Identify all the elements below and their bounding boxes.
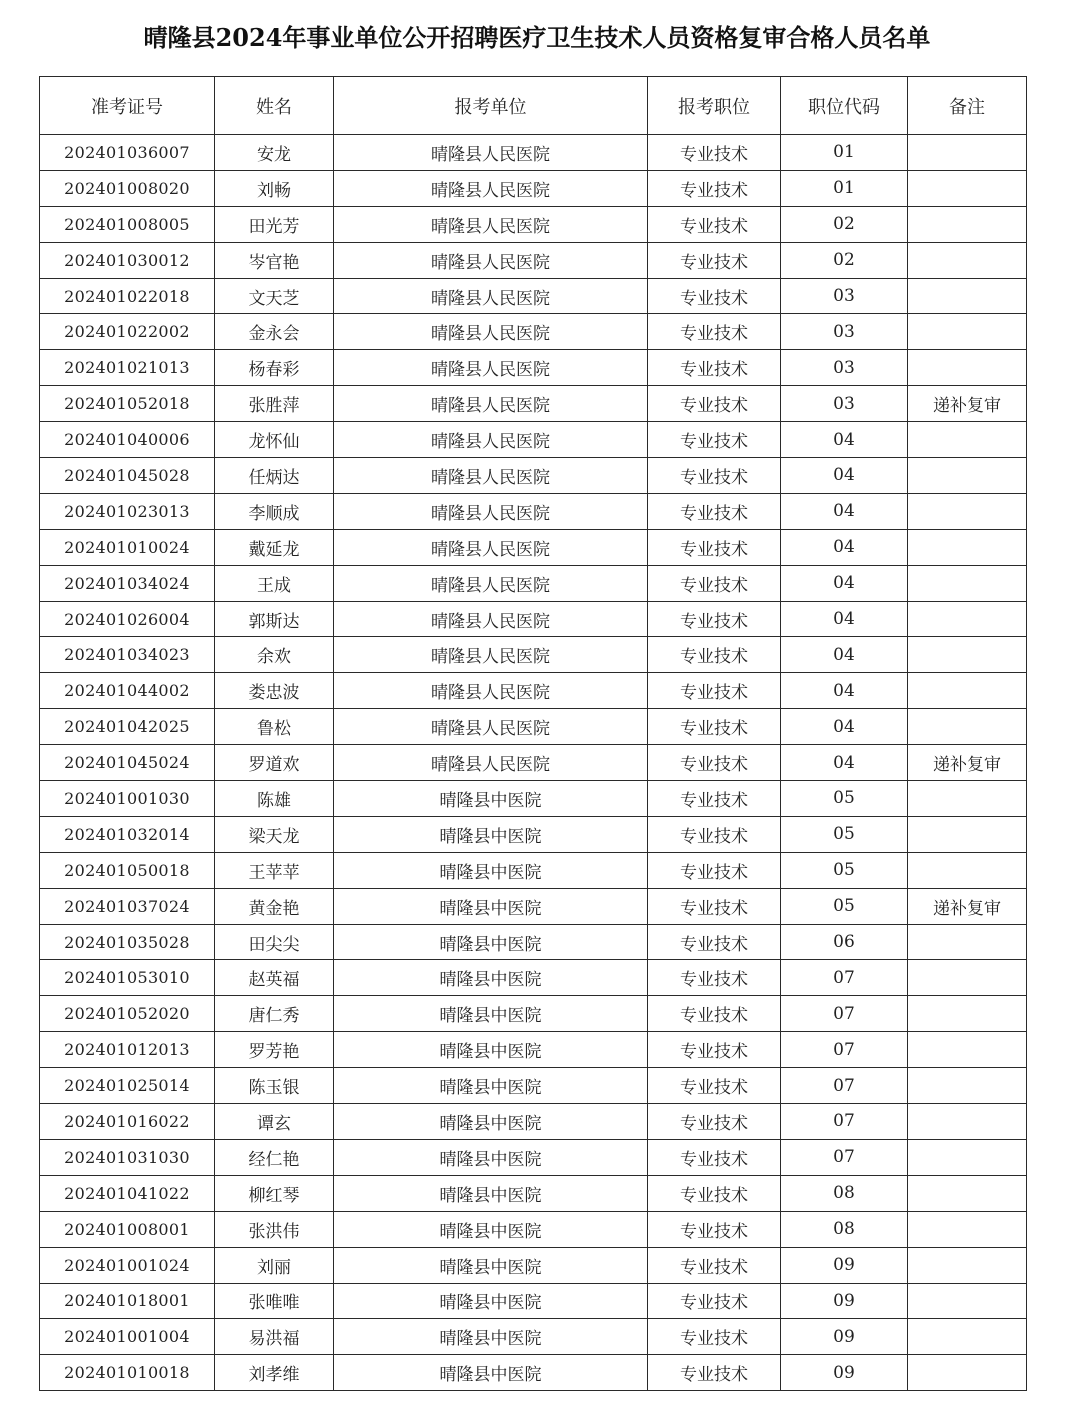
- remarks-cell: [908, 1319, 1027, 1355]
- employer-cell: 晴隆县中医院: [334, 1175, 648, 1211]
- position-cell: 专业技术: [648, 888, 781, 924]
- header-row: [40, 77, 1027, 135]
- name-cell: 余欢: [215, 637, 334, 673]
- remarks-cell: [908, 170, 1027, 206]
- name-cell: 刘孝维: [215, 1355, 334, 1391]
- position-code-cell: 07: [781, 1032, 908, 1068]
- table-row: [40, 781, 1027, 817]
- table-row: [40, 1211, 1027, 1247]
- remarks-cell: [908, 422, 1027, 458]
- exam-id-cell: 202401032014: [40, 816, 215, 852]
- position-cell: 专业技术: [648, 996, 781, 1032]
- table-row: [40, 529, 1027, 565]
- remarks-cell: [908, 135, 1027, 171]
- employer-cell: 晴隆县人民医院: [334, 709, 648, 745]
- remarks-cell: [908, 852, 1027, 888]
- name-cell: 娄忠波: [215, 673, 334, 709]
- page-title: 晴隆县2024年事业单位公开招聘医疗卫生技术人员资格复审合格人员名单: [143, 23, 931, 52]
- name-cell: 杨春彩: [215, 350, 334, 386]
- table-header: [40, 77, 1027, 135]
- position-cell: 专业技术: [648, 565, 781, 601]
- table-row: [40, 852, 1027, 888]
- remarks-cell: [908, 529, 1027, 565]
- exam-id-cell: 202401045028: [40, 458, 215, 494]
- name-cell: 黄金艳: [215, 888, 334, 924]
- employer-cell: 晴隆县中医院: [334, 781, 648, 817]
- table-row: [40, 709, 1027, 745]
- header-exam-id: 准考证号: [40, 77, 215, 135]
- exam-id-cell: 202401018001: [40, 1283, 215, 1319]
- remarks-cell: [908, 1068, 1027, 1104]
- exam-id-cell: 202401001004: [40, 1319, 215, 1355]
- remarks-cell: [908, 565, 1027, 601]
- table-row: [40, 386, 1027, 422]
- table-row: [40, 422, 1027, 458]
- employer-cell: 晴隆县人民医院: [334, 601, 648, 637]
- exam-id-cell: 202401034023: [40, 637, 215, 673]
- employer-cell: 晴隆县中医院: [334, 852, 648, 888]
- name-cell: 罗道欢: [215, 745, 334, 781]
- employer-cell: 晴隆县中医院: [334, 1283, 648, 1319]
- candidate-table: [39, 76, 1027, 1391]
- position-cell: 专业技术: [648, 386, 781, 422]
- table-row: [40, 1355, 1027, 1391]
- exam-id-cell: 202401022002: [40, 314, 215, 350]
- position-code-cell: 09: [781, 1355, 908, 1391]
- position-code-cell: 05: [781, 852, 908, 888]
- position-code-cell: 06: [781, 924, 908, 960]
- exam-id-cell: 202401042025: [40, 709, 215, 745]
- remarks-cell: [908, 206, 1027, 242]
- exam-id-cell: 202401040006: [40, 422, 215, 458]
- position-code-cell: 05: [781, 781, 908, 817]
- name-cell: 田尖尖: [215, 924, 334, 960]
- exam-id-cell: 202401008001: [40, 1211, 215, 1247]
- position-cell: 专业技术: [648, 493, 781, 529]
- header-name: 姓名: [215, 77, 334, 135]
- table-row: [40, 135, 1027, 171]
- header-position: 报考职位: [648, 77, 781, 135]
- employer-cell: 晴隆县中医院: [334, 1211, 648, 1247]
- name-cell: 龙怀仙: [215, 422, 334, 458]
- position-code-cell: 07: [781, 960, 908, 996]
- employer-cell: 晴隆县中医院: [334, 888, 648, 924]
- employer-cell: 晴隆县人民医院: [334, 458, 648, 494]
- remarks-cell: [908, 960, 1027, 996]
- exam-id-cell: 202401053010: [40, 960, 215, 996]
- remarks-cell: [908, 996, 1027, 1032]
- table-row: [40, 1319, 1027, 1355]
- position-cell: 专业技术: [648, 1032, 781, 1068]
- exam-id-cell: 202401023013: [40, 493, 215, 529]
- exam-id-cell: 202401021013: [40, 350, 215, 386]
- position-cell: 专业技术: [648, 745, 781, 781]
- table-row: [40, 1283, 1027, 1319]
- position-code-cell: 05: [781, 888, 908, 924]
- position-code-cell: 04: [781, 493, 908, 529]
- exam-id-cell: 202401016022: [40, 1104, 215, 1140]
- position-cell: 专业技术: [648, 1175, 781, 1211]
- table-row: [40, 601, 1027, 637]
- exam-id-cell: 202401010018: [40, 1355, 215, 1391]
- name-cell: 陈雄: [215, 781, 334, 817]
- name-cell: 安龙: [215, 135, 334, 171]
- exam-id-cell: 202401036007: [40, 135, 215, 171]
- position-cell: 专业技术: [648, 350, 781, 386]
- position-code-cell: 02: [781, 206, 908, 242]
- header-employer: 报考单位: [334, 77, 648, 135]
- exam-id-cell: 202401012013: [40, 1032, 215, 1068]
- position-cell: 专业技术: [648, 637, 781, 673]
- name-cell: 易洪福: [215, 1319, 334, 1355]
- table-row: [40, 1175, 1027, 1211]
- exam-id-cell: 202401008005: [40, 206, 215, 242]
- name-cell: 张洪伟: [215, 1211, 334, 1247]
- position-code-cell: 09: [781, 1319, 908, 1355]
- position-code-cell: 04: [781, 601, 908, 637]
- exam-id-cell: 202401008020: [40, 170, 215, 206]
- position-code-cell: 07: [781, 996, 908, 1032]
- table-row: [40, 493, 1027, 529]
- employer-cell: 晴隆县中医院: [334, 1319, 648, 1355]
- position-code-cell: 07: [781, 1139, 908, 1175]
- remarks-cell: [908, 1032, 1027, 1068]
- remarks-cell: [908, 1355, 1027, 1391]
- exam-id-cell: 202401052018: [40, 386, 215, 422]
- name-cell: 岑官艳: [215, 242, 334, 278]
- position-cell: 专业技术: [648, 852, 781, 888]
- employer-cell: 晴隆县人民医院: [334, 278, 648, 314]
- employer-cell: 晴隆县人民医院: [334, 386, 648, 422]
- name-cell: 赵英福: [215, 960, 334, 996]
- position-cell: 专业技术: [648, 314, 781, 350]
- remarks-cell: [908, 709, 1027, 745]
- name-cell: 刘畅: [215, 170, 334, 206]
- table-row: [40, 1104, 1027, 1140]
- position-cell: 专业技术: [648, 1068, 781, 1104]
- name-cell: 田光芳: [215, 206, 334, 242]
- position-code-cell: 03: [781, 350, 908, 386]
- name-cell: 刘丽: [215, 1247, 334, 1283]
- table-row: [40, 888, 1027, 924]
- name-cell: 戴延龙: [215, 529, 334, 565]
- employer-cell: 晴隆县人民医院: [334, 422, 648, 458]
- remarks-cell: [908, 458, 1027, 494]
- position-cell: 专业技术: [648, 135, 781, 171]
- employer-cell: 晴隆县中医院: [334, 996, 648, 1032]
- table-row: [40, 637, 1027, 673]
- name-cell: 张唯唯: [215, 1283, 334, 1319]
- position-cell: 专业技术: [648, 1139, 781, 1175]
- position-code-cell: 09: [781, 1283, 908, 1319]
- remarks-cell: [908, 1139, 1027, 1175]
- position-cell: 专业技术: [648, 458, 781, 494]
- name-cell: 任炳达: [215, 458, 334, 494]
- name-cell: 陈玉银: [215, 1068, 334, 1104]
- table-row: [40, 1032, 1027, 1068]
- name-cell: 柳红琴: [215, 1175, 334, 1211]
- remarks-cell: [908, 924, 1027, 960]
- table-row: [40, 960, 1027, 996]
- position-cell: 专业技术: [648, 1247, 781, 1283]
- position-cell: 专业技术: [648, 1355, 781, 1391]
- position-cell: 专业技术: [648, 816, 781, 852]
- table-row: [40, 1139, 1027, 1175]
- position-cell: 专业技术: [648, 170, 781, 206]
- employer-cell: 晴隆县人民医院: [334, 242, 648, 278]
- position-code-cell: 04: [781, 637, 908, 673]
- header-remarks: 备注: [908, 77, 1027, 135]
- position-cell: 专业技术: [648, 960, 781, 996]
- table-row: [40, 206, 1027, 242]
- position-cell: 专业技术: [648, 673, 781, 709]
- remarks-cell: [908, 350, 1027, 386]
- employer-cell: 晴隆县中医院: [334, 960, 648, 996]
- employer-cell: 晴隆县人民医院: [334, 745, 648, 781]
- remarks-cell: [908, 314, 1027, 350]
- remarks-cell: [908, 242, 1027, 278]
- position-code-cell: 01: [781, 135, 908, 171]
- employer-cell: 晴隆县中医院: [334, 1355, 648, 1391]
- position-code-cell: 07: [781, 1104, 908, 1140]
- position-code-cell: 09: [781, 1247, 908, 1283]
- employer-cell: 晴隆县人民医院: [334, 637, 648, 673]
- position-code-cell: 07: [781, 1068, 908, 1104]
- table-row: [40, 278, 1027, 314]
- position-cell: 专业技术: [648, 1283, 781, 1319]
- position-code-cell: 03: [781, 386, 908, 422]
- name-cell: 谭玄: [215, 1104, 334, 1140]
- position-cell: 专业技术: [648, 1211, 781, 1247]
- remarks-cell: [908, 816, 1027, 852]
- employer-cell: 晴隆县人民医院: [334, 135, 648, 171]
- remarks-cell: [908, 781, 1027, 817]
- exam-id-cell: 202401030012: [40, 242, 215, 278]
- name-cell: 王苹苹: [215, 852, 334, 888]
- exam-id-cell: 202401026004: [40, 601, 215, 637]
- position-cell: 专业技术: [648, 1104, 781, 1140]
- employer-cell: 晴隆县人民医院: [334, 206, 648, 242]
- position-code-cell: 04: [781, 565, 908, 601]
- position-code-cell: 08: [781, 1175, 908, 1211]
- name-cell: 金永会: [215, 314, 334, 350]
- remarks-cell: [908, 601, 1027, 637]
- position-cell: 专业技术: [648, 709, 781, 745]
- name-cell: 王成: [215, 565, 334, 601]
- name-cell: 郭斯达: [215, 601, 334, 637]
- table-row: [40, 314, 1027, 350]
- remarks-cell: [908, 673, 1027, 709]
- employer-cell: 晴隆县中医院: [334, 1068, 648, 1104]
- employer-cell: 晴隆县人民医院: [334, 350, 648, 386]
- table-row: [40, 673, 1027, 709]
- exam-id-cell: 202401034024: [40, 565, 215, 601]
- employer-cell: 晴隆县人民医院: [334, 493, 648, 529]
- table-row: [40, 996, 1027, 1032]
- position-cell: 专业技术: [648, 601, 781, 637]
- name-cell: 鲁松: [215, 709, 334, 745]
- exam-id-cell: 202401052020: [40, 996, 215, 1032]
- position-cell: 专业技术: [648, 278, 781, 314]
- remarks-cell: 递补复审: [908, 386, 1027, 422]
- employer-cell: 晴隆县中医院: [334, 1247, 648, 1283]
- remarks-cell: [908, 493, 1027, 529]
- name-cell: 李顺成: [215, 493, 334, 529]
- employer-cell: 晴隆县人民医院: [334, 565, 648, 601]
- table-body: [40, 135, 1027, 1391]
- exam-id-cell: 202401010024: [40, 529, 215, 565]
- name-cell: 张胜萍: [215, 386, 334, 422]
- table-row: [40, 1068, 1027, 1104]
- name-cell: 梁天龙: [215, 816, 334, 852]
- position-cell: 专业技术: [648, 781, 781, 817]
- position-code-cell: 08: [781, 1211, 908, 1247]
- header-position-code: 职位代码: [781, 77, 908, 135]
- position-cell: 专业技术: [648, 1319, 781, 1355]
- remarks-cell: [908, 1175, 1027, 1211]
- employer-cell: 晴隆县中医院: [334, 1032, 648, 1068]
- position-code-cell: 04: [781, 709, 908, 745]
- table-row: [40, 458, 1027, 494]
- table-row: [40, 350, 1027, 386]
- employer-cell: 晴隆县人民医院: [334, 314, 648, 350]
- position-code-cell: 04: [781, 422, 908, 458]
- employer-cell: 晴隆县人民医院: [334, 170, 648, 206]
- position-cell: 专业技术: [648, 529, 781, 565]
- exam-id-cell: 202401025014: [40, 1068, 215, 1104]
- employer-cell: 晴隆县中医院: [334, 816, 648, 852]
- exam-id-cell: 202401044002: [40, 673, 215, 709]
- remarks-cell: [908, 1211, 1027, 1247]
- position-code-cell: 04: [781, 673, 908, 709]
- position-code-cell: 05: [781, 816, 908, 852]
- position-code-cell: 04: [781, 458, 908, 494]
- employer-cell: 晴隆县人民医院: [334, 673, 648, 709]
- exam-id-cell: 202401022018: [40, 278, 215, 314]
- exam-id-cell: 202401041022: [40, 1175, 215, 1211]
- name-cell: 罗芳艳: [215, 1032, 334, 1068]
- exam-id-cell: 202401037024: [40, 888, 215, 924]
- employer-cell: 晴隆县中医院: [334, 1104, 648, 1140]
- exam-id-cell: 202401031030: [40, 1139, 215, 1175]
- remarks-cell: [908, 278, 1027, 314]
- remarks-cell: [908, 637, 1027, 673]
- position-cell: 专业技术: [648, 206, 781, 242]
- position-code-cell: 03: [781, 314, 908, 350]
- remarks-cell: [908, 1283, 1027, 1319]
- table-row: [40, 1247, 1027, 1283]
- table-row: [40, 565, 1027, 601]
- position-code-cell: 04: [781, 745, 908, 781]
- employer-cell: 晴隆县中医院: [334, 1139, 648, 1175]
- name-cell: 经仁艳: [215, 1139, 334, 1175]
- table-row: [40, 242, 1027, 278]
- position-code-cell: 02: [781, 242, 908, 278]
- employer-cell: 晴隆县人民医院: [334, 529, 648, 565]
- remarks-cell: 递补复审: [908, 888, 1027, 924]
- position-code-cell: 01: [781, 170, 908, 206]
- position-cell: 专业技术: [648, 242, 781, 278]
- table-row: [40, 924, 1027, 960]
- exam-id-cell: 202401050018: [40, 852, 215, 888]
- position-code-cell: 03: [781, 278, 908, 314]
- position-cell: 专业技术: [648, 924, 781, 960]
- name-cell: 文天芝: [215, 278, 334, 314]
- table-row: [40, 170, 1027, 206]
- remarks-cell: [908, 1104, 1027, 1140]
- position-cell: 专业技术: [648, 422, 781, 458]
- remarks-cell: [908, 1247, 1027, 1283]
- remarks-cell: 递补复审: [908, 745, 1027, 781]
- table-row: [40, 745, 1027, 781]
- position-code-cell: 04: [781, 529, 908, 565]
- exam-id-cell: 202401001024: [40, 1247, 215, 1283]
- exam-id-cell: 202401035028: [40, 924, 215, 960]
- table-row: [40, 816, 1027, 852]
- exam-id-cell: 202401001030: [40, 781, 215, 817]
- exam-id-cell: 202401045024: [40, 745, 215, 781]
- name-cell: 唐仁秀: [215, 996, 334, 1032]
- employer-cell: 晴隆县中医院: [334, 924, 648, 960]
